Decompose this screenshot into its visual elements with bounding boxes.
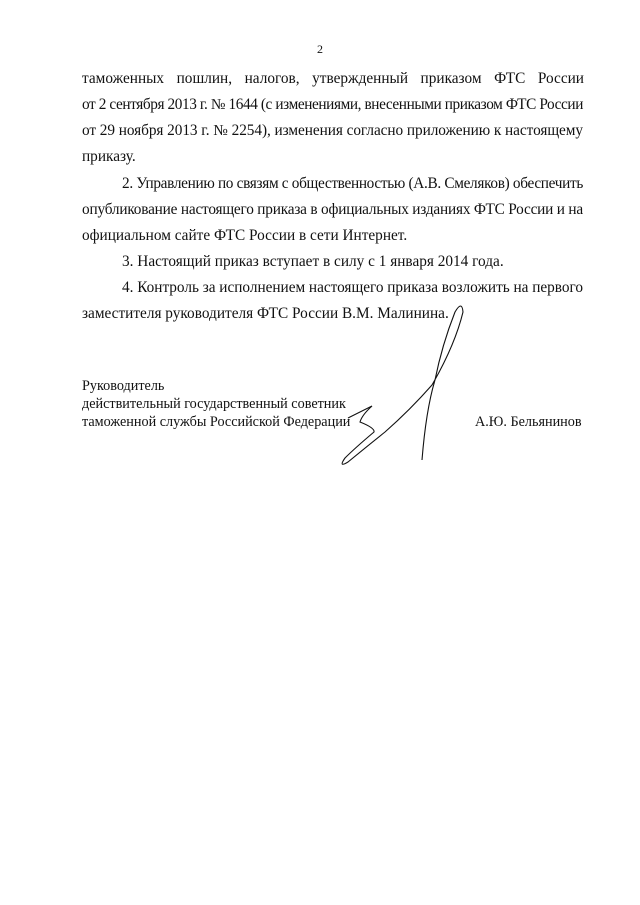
signatory-title-line: действительный государственный советник: [82, 396, 346, 412]
body-line: опубликование настоящего приказа в официальных изданиях ФТС России и на: [82, 201, 583, 218]
body-line: заместителя руководителя ФТС России В.М. Малинина.: [82, 305, 449, 322]
body-line: 2. Управлению по связям с общественностью (А.В. Смеляков) обеспечить: [122, 175, 583, 192]
body-line: приказу.: [82, 148, 136, 165]
body-line: официальном сайте ФТС России в сети Интернет.: [82, 227, 408, 244]
body-line: от 29 ноября 2013 г. № 2254), изменения согласно приложению к настоящему: [82, 122, 583, 139]
page-number: 2: [317, 42, 323, 56]
signatory-title-line: Руководитель: [82, 378, 165, 394]
signatory-title-line: таможенной службы Российской Федерации: [82, 414, 351, 430]
body-line: от 2 сентября 2013 г. № 1644 (с изменениями, внесенными приказом ФТС России: [82, 96, 583, 113]
body-line: таможенных пошлин, налогов, утвержденный приказом ФТС России: [82, 70, 584, 87]
body-line: 4. Контроль за исполнением настоящего приказа возложить на первого: [122, 279, 584, 296]
body-line: 3. Настоящий приказ вступает в силу с 1 января 2014 года.: [122, 253, 504, 270]
signatory-name: А.Ю. Бельянинов: [475, 414, 582, 430]
